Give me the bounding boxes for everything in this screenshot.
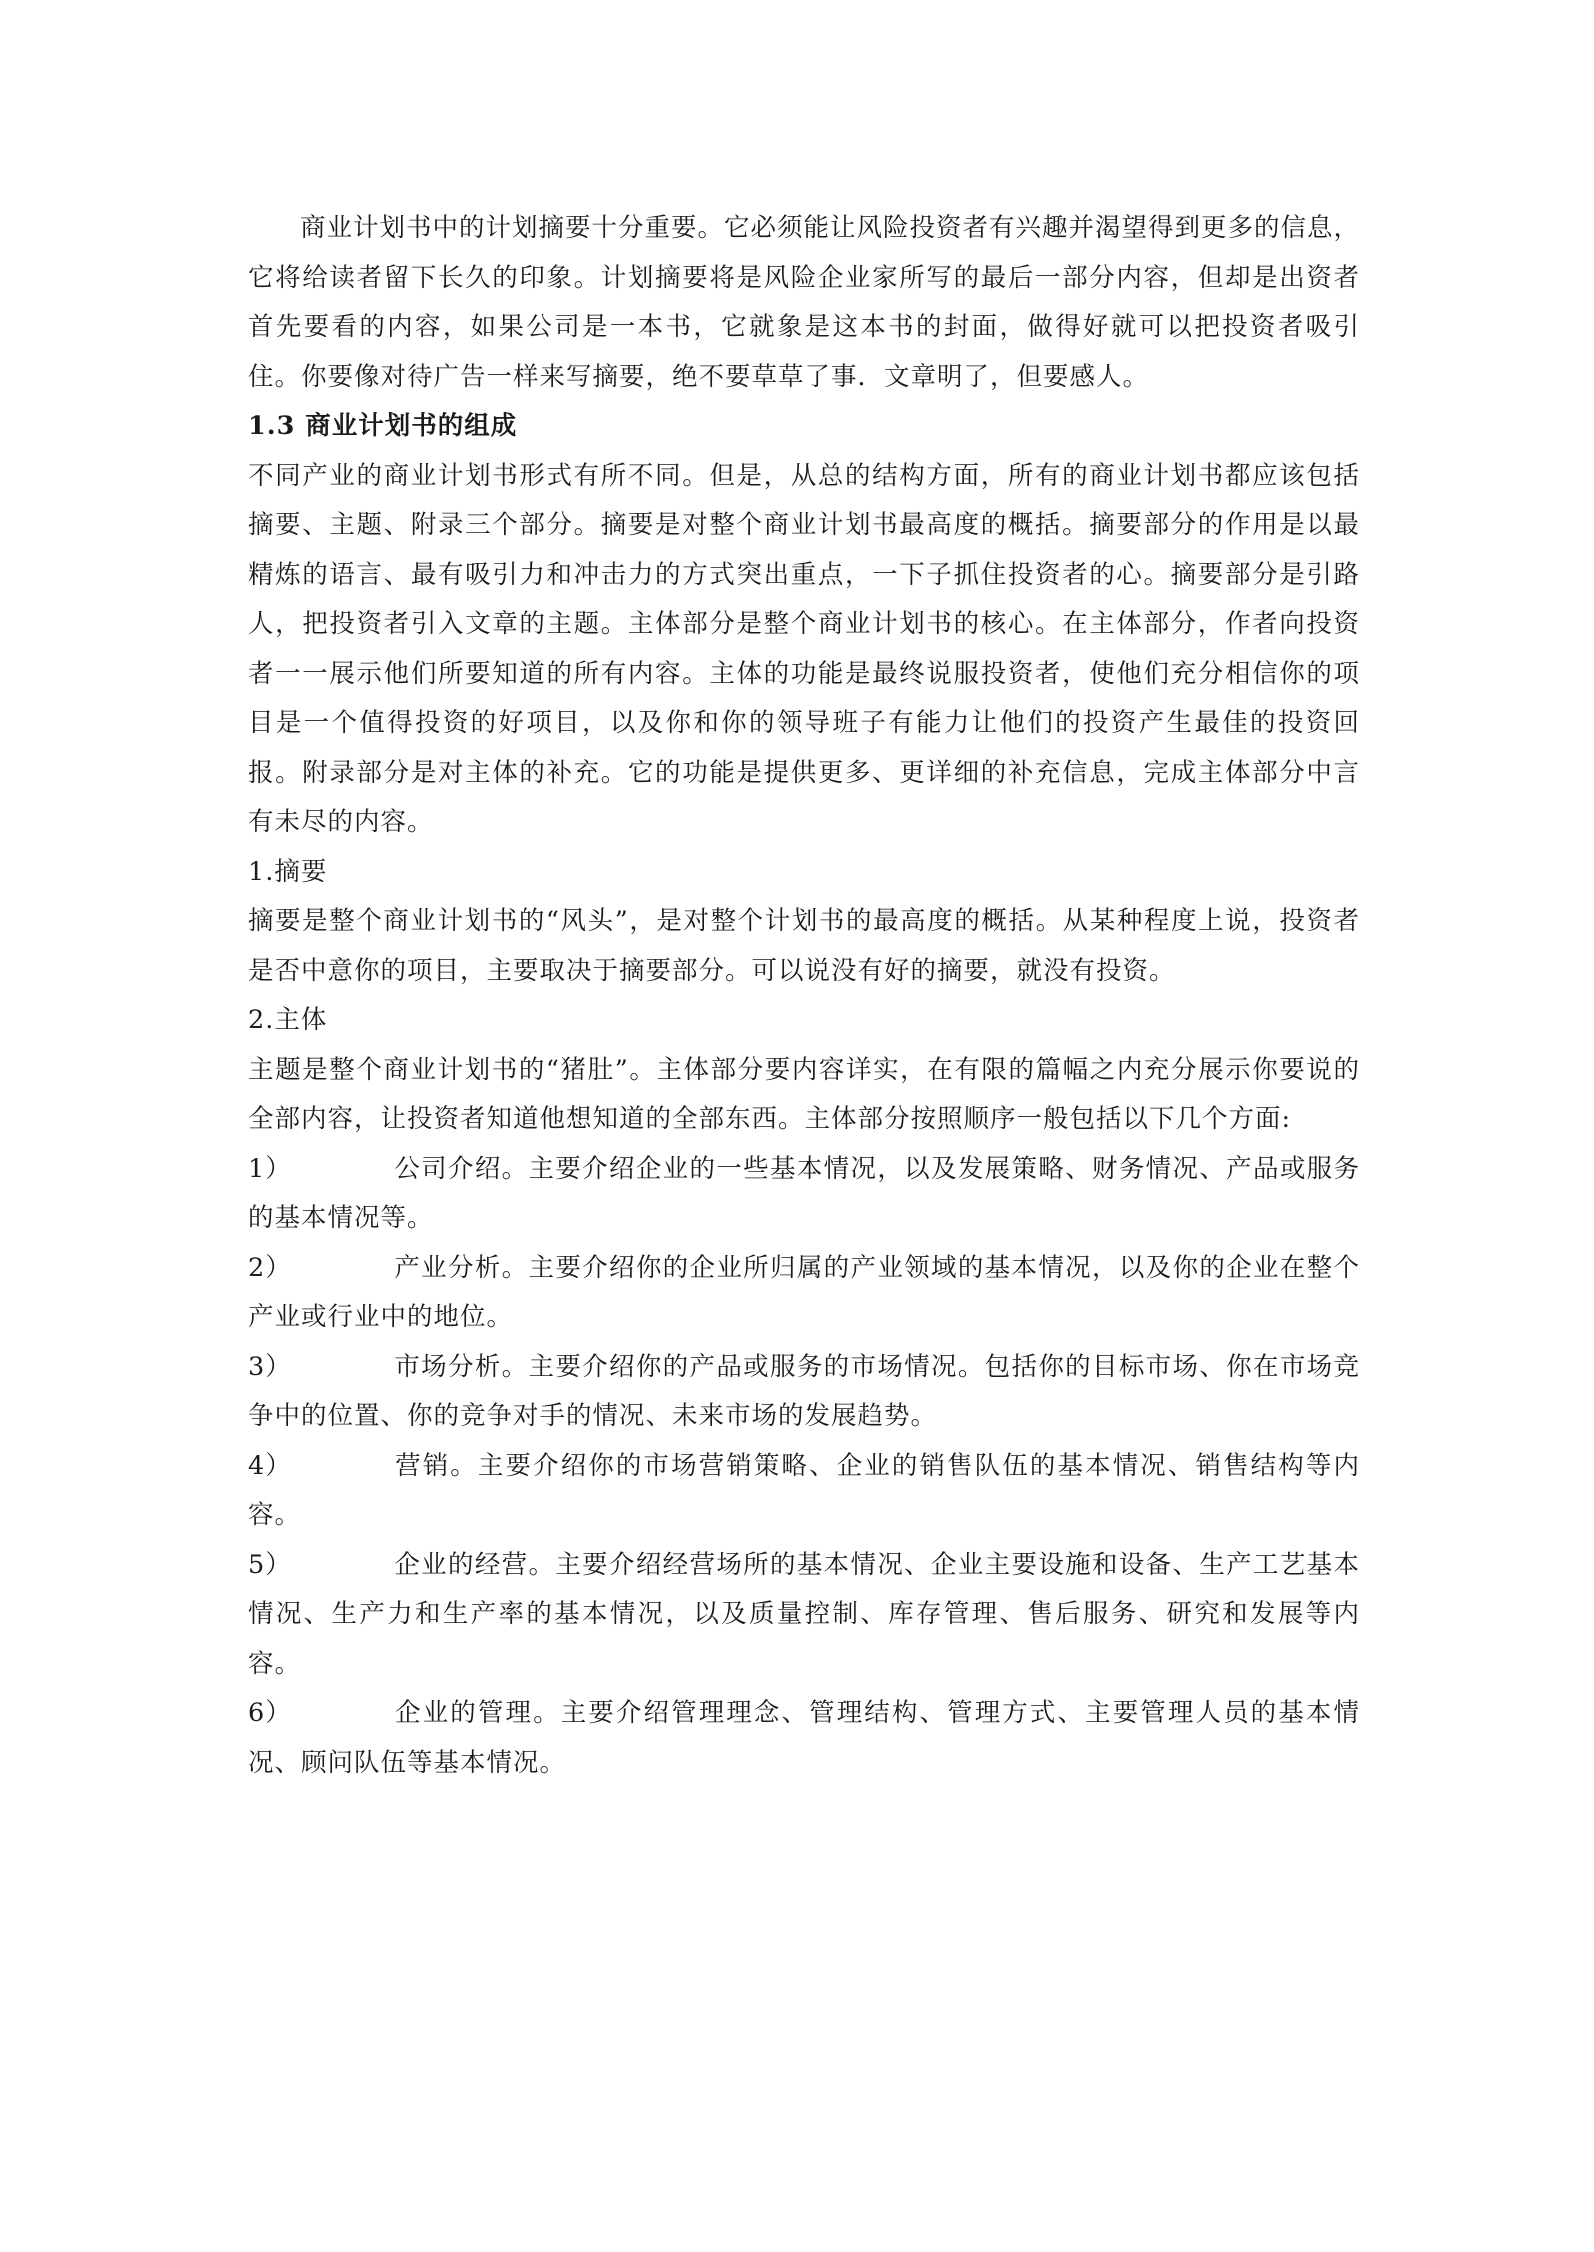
list-item-number: 5）	[248, 1549, 292, 1580]
document-body	[248, 204, 1360, 1788]
list-item-number: 3）	[248, 1351, 292, 1382]
list-item	[248, 1689, 1360, 1788]
list-item-text: 营销。主要介绍你的市场营销策略、企业的销售队伍的基本情况、销售结构等内容。	[248, 1450, 1360, 1530]
list-item	[248, 1244, 1360, 1343]
list-item-number: 4）	[248, 1450, 292, 1481]
list-item-text: 企业的管理。主要介绍管理理念、管理结构、管理方式、主要管理人员的基本情况、顾问队伍等基本情况。	[248, 1698, 1360, 1778]
list-item	[248, 1442, 1360, 1541]
summary-paragraph: 摘要是整个商业计划书的“风头”，是对整个计划书的最高度的概括。从某种程度上说，投资者是否中意你的项目，主要取决于摘要部分。可以说没有好的摘要，就没有投资。	[248, 906, 1360, 986]
list-item-text: 产业分析。主要介绍你的企业所归属的产业领域的基本情况，以及你的企业在整个产业或行业中的地位。	[248, 1252, 1360, 1332]
list-item-text: 企业的经营。主要介绍经营场所的基本情况、企业主要设施和设备、生产工艺基本情况、生产力和生产率的基本情况，以及质量控制、库存管理、售后服务、研究和发展等内容。	[248, 1549, 1360, 1679]
summary-heading: 1.摘要	[248, 856, 328, 887]
section-heading: 1.3 商业计划书的组成	[248, 411, 518, 441]
list-item-text: 公司介绍。主要介绍企业的一些基本情况，以及发展策略、财务情况、产品或服务的基本情况等。	[248, 1153, 1360, 1233]
intro-paragraph: 商业计划书中的计划摘要十分重要。它必须能让风险投资者有兴趣并渴望得到更多的信息，它将给读者留下长久的印象。计划摘要将是风险企业家所写的最后一部分内容，但却是出资者首先要看的内容，如果公司是一本书，它就象是这本书的封面，做得好就可以把投资者吸引住。你要像对待广告一样来写摘要，绝不要草草了事．文章明了，但要感人。	[248, 213, 1361, 392]
list-item-number: 2）	[248, 1252, 292, 1283]
list-item	[248, 1343, 1360, 1442]
list-item-number: 1）	[248, 1153, 292, 1184]
list-item	[248, 1541, 1360, 1690]
body-heading: 2.主体	[248, 1005, 328, 1035]
list-item	[248, 1145, 1360, 1244]
list-item-number: 6）	[248, 1698, 292, 1728]
list-item-text: 市场分析。主要介绍你的产品或服务的市场情况。包括你的目标市场、你在市场竞争中的位置、你的竞争对手的情况、未来市场的发展趋势。	[248, 1351, 1360, 1431]
composition-paragraph: 不同产业的商业计划书形式有所不同。但是，从总的结构方面，所有的商业计划书都应该包括摘要、主题、附录三个部分。摘要是对整个商业计划书最高度的概括。摘要部分的作用是以最精炼的语言、最有吸引力和冲击力的方式突出重点，一下子抓住投资者的心。摘要部分是引路人，把投资者引入文章的主题。主体部分是整个商业计划书的核心。在主体部分，作者向投资者一一展示他们所要知道的所有内容。主体的功能是最终说服投资者，使他们充分相信你的项目是一个值得投资的好项目，以及你和你的领导班子有能力让他们的投资产生最佳的投资回报。附录部分是对主体的补充。它的功能是提供更多、更详细的补充信息，完成主体部分中言有未尽的内容。	[248, 460, 1360, 837]
body-paragraph: 主题是整个商业计划书的“猪肚”。主体部分要内容详实，在有限的篇幅之内充分展示你要说的全部内容，让投资者知道他想知道的全部东西。主体部分按照顺序一般包括以下几个方面:	[248, 1054, 1360, 1134]
